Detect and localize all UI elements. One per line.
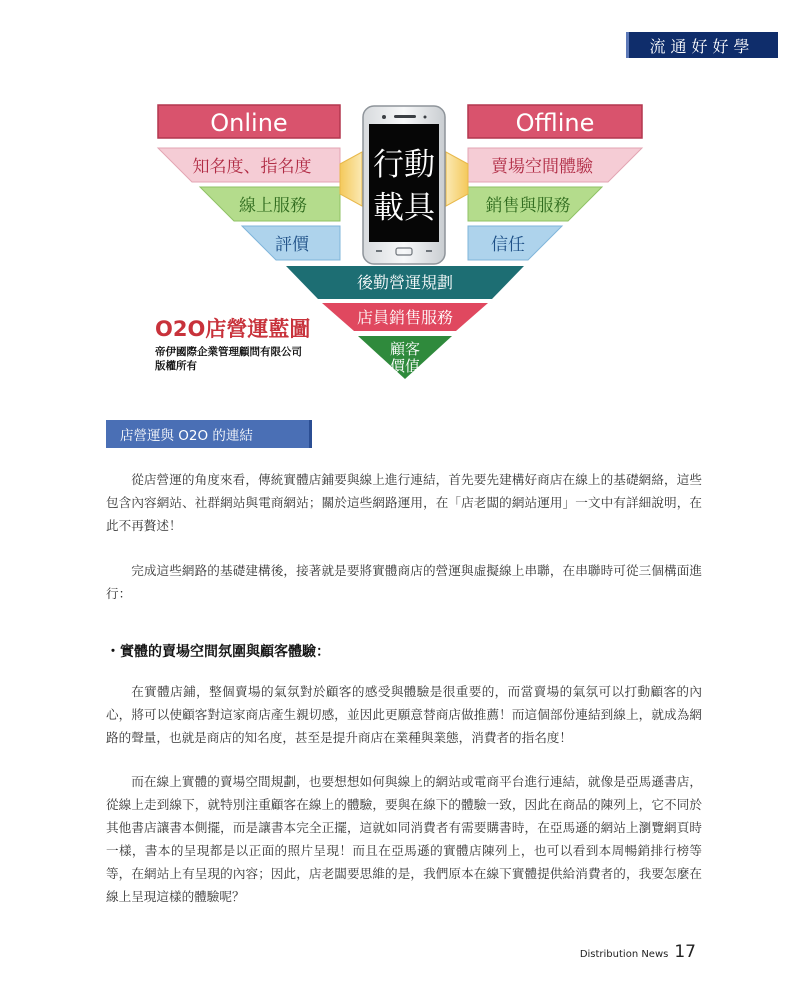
left-item-online-service: 線上服務 [239,196,307,216]
page-footer [580,942,696,962]
right-item-store-experience: 賣場空間體驗 [491,157,593,177]
footer-publication: Distribution News [579,949,669,960]
pyramid-item-logistics: 後勤營運規劃 [356,273,454,292]
section-title: 店營運與 O2O 的連結 [120,428,253,444]
left-item-awareness: 知名度、指名度 [192,157,312,177]
pyramid-item-staff: 店員銷售服務 [356,308,454,327]
online-label: Online [210,109,288,137]
phone-illustration [363,106,445,264]
right-arrow [446,152,468,206]
page-number: 17 [674,942,696,962]
left-arrow [340,152,362,206]
pyramid-tip-line2: 價值 [389,357,421,375]
paragraph-4: 而在線上實體的賣場空間規劃，也要想想如何與線上的網站或電商平台進行連結，就像是亞馬遜書店，從線上走到線下，就特別注重顧客在線上的體驗，要與在線下的體驗一致，因此在商品的陳列上，它不同於其他書店讓書本側擺，而是讓書本完全正擺，這就如同消費者有需要購書時，在亞馬遜的網站上瀏覽網頁時一樣，書本的呈現都是以正面的照片呈現！而且在亞馬遜的實體店陳列上，也可以看到本周暢銷排行榜等等，在網站上有呈現的內容；因此，店老闆要思維的是，我們原本在線下實體提供給消費者的，我要怎麼在線上呈現這樣的體驗呢？ [106,774,702,904]
copyright-notice: 版權所有 [155,360,197,372]
right-item-sales-service: 銷售與服務 [485,196,571,216]
section-title-bar [106,420,312,448]
paragraph-2: 完成這些網路的基礎建構後，接著就是要將實體商店的營運與虛擬線上串聯，在串聯時可從三個構面進行： [106,563,702,601]
company-name: 帝伊國際企業管理顧問有限公司 [155,346,302,358]
o2o-diagram [150,100,660,400]
phone-text-line1: 行動 [373,147,435,183]
series-tab-label: 流通好好學 [649,36,755,56]
paragraph-1: 從店營運的角度來看，傳統實體店鋪要與線上進行連結，首先要先建構好商店在線上的基礎網絡，這些包含內容網站、社群網站與電商網站；關於這些網路運用，在「店老闆的網站運用」一文中有詳細說明，在此不再贅述！ [106,472,702,533]
paragraph-3: 在實體店鋪，整個賣場的氣氛對於顧客的感受與體驗是很重要的，而當賣場的氣氛可以打動顧客的內心，將可以使顧客對這家商店產生親切感，並因此更願意替商店做推薦！而這個部份連結到線上，就成為網路的聲量，也就是商店的知名度，甚至是提升商店在業種與業態，消費者的指名度！ [106,684,702,745]
offline-label: Offline [515,109,595,137]
right-item-trust: 信任 [491,235,525,255]
blueprint-title: O2O店營運藍圖 [155,317,311,341]
left-item-reviews: 評價 [275,235,309,255]
pyramid-tip-line1: 顧客 [389,340,421,358]
phone-text-line2: 載具 [373,190,435,226]
series-tab [626,32,778,58]
bullet-heading: ・實體的賣場空間氛圍與顧客體驗： [106,644,330,660]
